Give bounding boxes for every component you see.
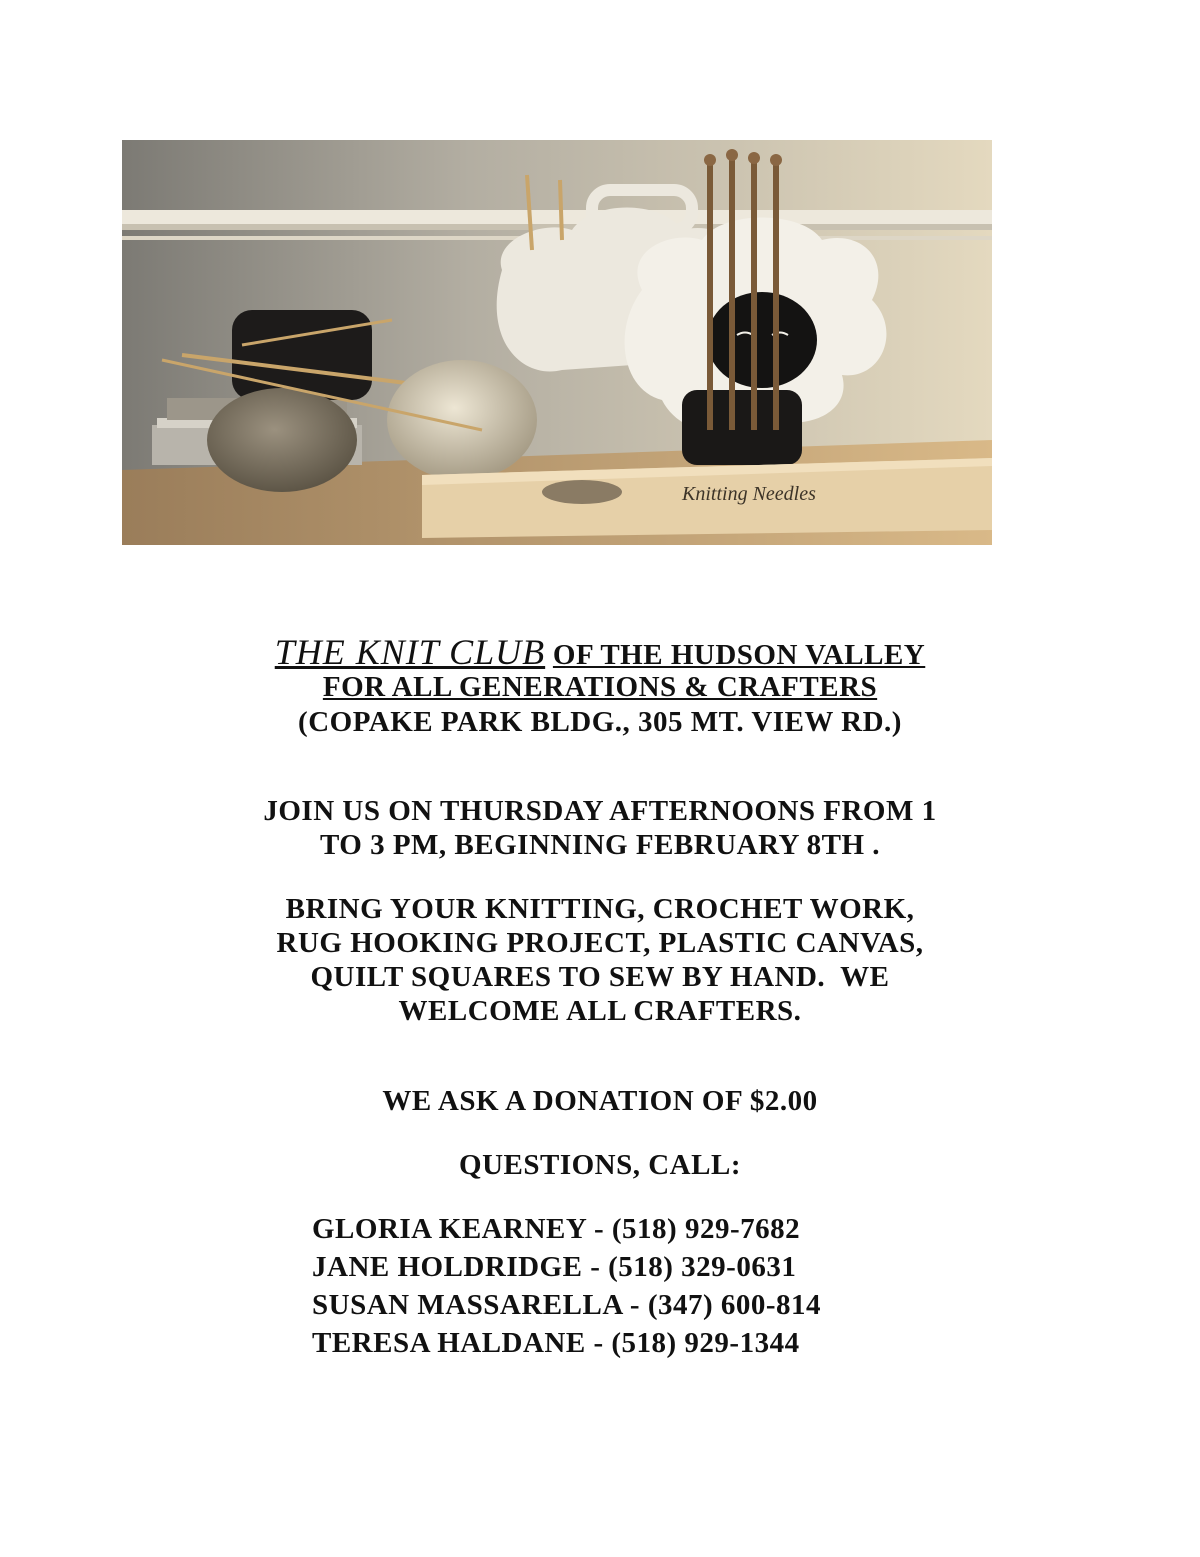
schedule-line-1: JOIN US ON THURSDAY AFTERNOONS FROM 1 xyxy=(263,795,937,827)
bring-block xyxy=(0,892,1200,1028)
contact-item: SUSAN MASSARELLA - (347) 600-814 xyxy=(312,1289,822,1321)
subtitle: FOR ALL GENERATIONS & CRAFTERS xyxy=(322,671,878,703)
donation: WE ASK A DONATION OF $2.00 xyxy=(382,1085,818,1117)
subtitle-block xyxy=(0,670,1200,740)
schedule-block xyxy=(0,794,1200,862)
location: (COPAKE PARK BLDG., 305 MT. VIEW RD.) xyxy=(298,706,902,738)
questions-heading: QUESTIONS, CALL: xyxy=(459,1149,741,1181)
title-main: THE KNIT CLUB xyxy=(274,632,546,672)
contact-item: TERESA HALDANE - (518) 929-1344 xyxy=(312,1327,800,1359)
schedule-line-2: TO 3 PM, BEGINNING FEBRUARY 8TH . xyxy=(319,829,881,861)
knitting-photo xyxy=(122,140,992,545)
bring-line-2: RUG HOOKING PROJECT, PLASTIC CANVAS, xyxy=(276,927,924,959)
contact-list xyxy=(312,1210,1012,1362)
bring-line-1: BRING YOUR KNITTING, CROCHET WORK, xyxy=(285,893,915,925)
contact-item: JANE HOLDRIDGE - (518) 329-0631 xyxy=(312,1251,797,1283)
contact-item: GLORIA KEARNEY - (518) 929-7682 xyxy=(312,1213,801,1245)
box-label: Knitting Needles xyxy=(682,483,816,505)
bring-line-4: WELCOME ALL CRAFTERS. xyxy=(398,995,802,1027)
bring-line-3: QUILT SQUARES TO SEW BY HAND. WE xyxy=(310,961,890,993)
title-rest: OF THE HUDSON VALLEY xyxy=(552,639,926,671)
